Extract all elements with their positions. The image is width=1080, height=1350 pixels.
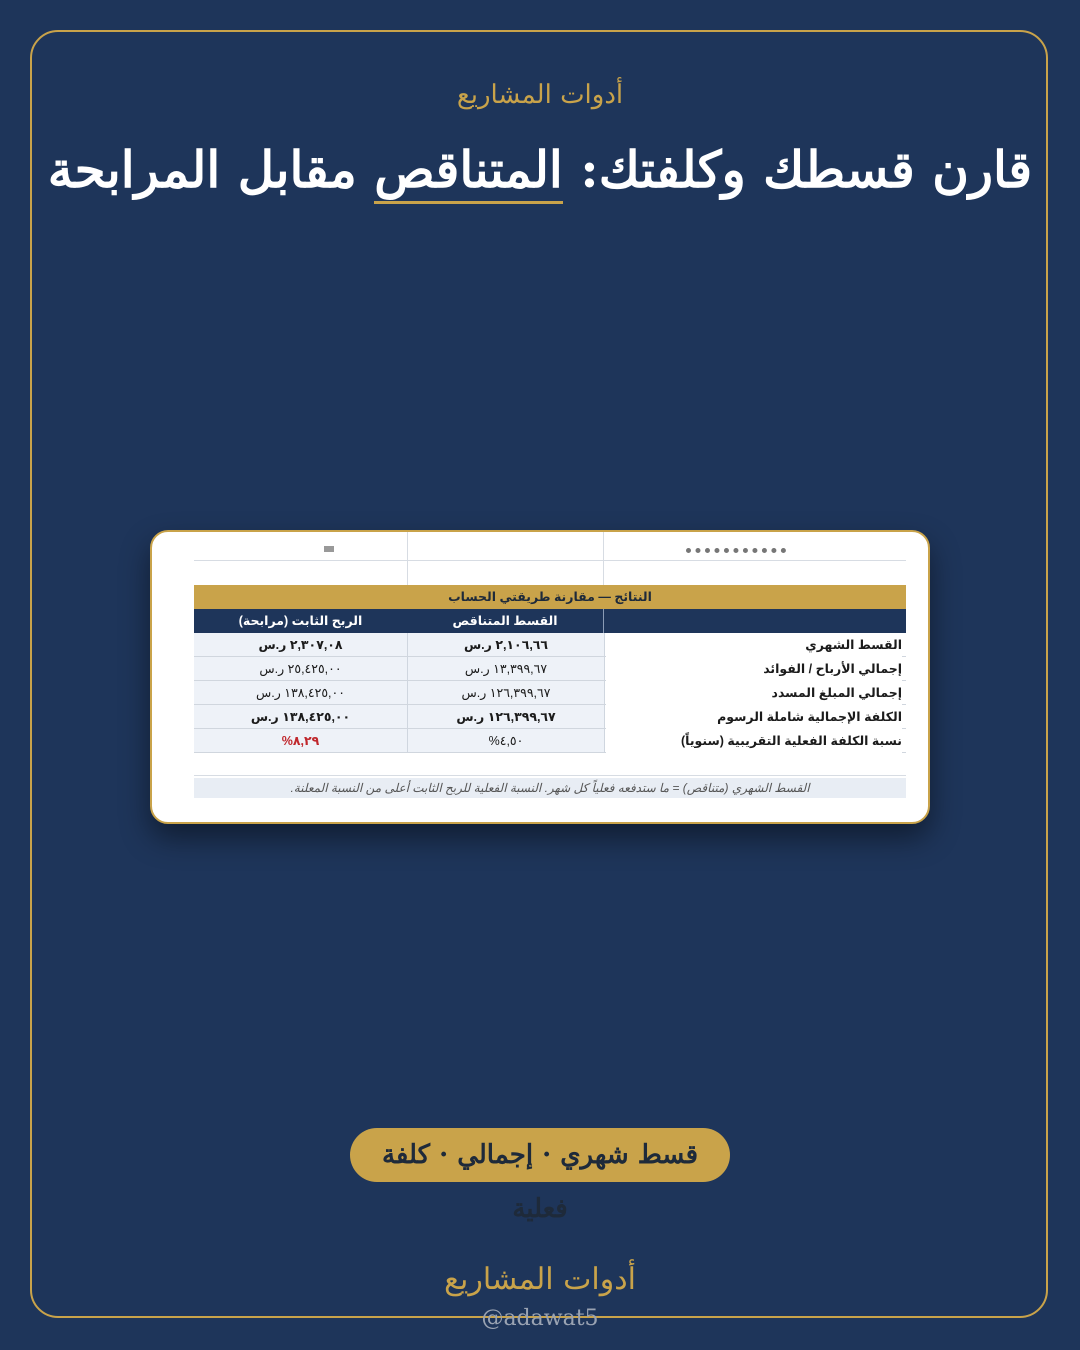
headline-part-1: قارن قسطك وكلفتك: xyxy=(562,140,1033,199)
column-header-row xyxy=(194,609,906,633)
fixed-value: ٢,٣٠٧,٠٨ ر.س xyxy=(194,633,407,656)
declining-value: ٢,١٠٦,٦٦ ر.س xyxy=(407,633,605,656)
row-label: إجمالي الأرباح / الفوائد xyxy=(606,657,902,681)
declining-value: ١٢٦,٣٩٩,٦٧ ر.س xyxy=(407,681,605,704)
declining-value: ٤,٥٠% xyxy=(407,729,605,752)
headline-highlight: المتناقص xyxy=(374,140,563,204)
table-row xyxy=(194,729,906,753)
results-table xyxy=(194,633,906,753)
summary-pill: قسط شهري · إجمالي · كلفة فعلية xyxy=(350,1128,730,1182)
empty-grid-row xyxy=(194,753,906,776)
table-row xyxy=(194,657,906,681)
page-headline xyxy=(0,130,1080,210)
fixed-value: ١٣٨,٤٢٥,٠٠ ر.س xyxy=(194,681,407,704)
clipped-top-row xyxy=(194,532,906,561)
grid-line xyxy=(603,532,604,585)
table-row xyxy=(194,633,906,657)
fixed-value: ١٣٨,٤٢٥,٠٠ ر.س xyxy=(194,705,407,728)
clipped-text-fragment xyxy=(324,546,334,552)
spreadsheet-screenshot-card xyxy=(150,530,930,824)
row-label: القسط الشهري xyxy=(606,633,902,657)
row-label: الكلفة الإجمالية شاملة الرسوم xyxy=(606,705,902,729)
fixed-value: ٢٥,٤٢٥,٠٠ ر.س xyxy=(194,657,407,680)
headline-part-2: مقابل المرابحة xyxy=(47,140,375,199)
brand-label-top: أدوات المشاريع xyxy=(456,80,624,110)
table-row xyxy=(194,705,906,729)
column-header-fixed: الربح الثابت (مرابحة) xyxy=(238,614,363,628)
column-header-declining: القسط المتناقص xyxy=(452,614,558,628)
empty-grid-row xyxy=(194,560,906,585)
row-label: إجمالي المبلغ المسدد xyxy=(606,681,902,705)
grid-line xyxy=(407,532,408,585)
declining-value: ١٣,٣٩٩,٦٧ ر.س xyxy=(407,657,605,680)
row-label: نسبة الكلفة الفعلية التقريبية (سنوياً) xyxy=(606,729,902,753)
section-title-bar: النتائج — مقارنة طريقتي الحساب xyxy=(194,585,906,609)
footnote: القسط الشهري (متناقص) = ما ستدفعه فعلياً كل شهر. النسبة الفعلية للربح الثابت أعلى من النسبة المعلنة. xyxy=(194,778,906,798)
fixed-value: ٨,٢٩% xyxy=(194,729,407,752)
clipped-text-fragment xyxy=(686,540,786,553)
social-handle: @adawat5 xyxy=(481,1306,599,1331)
table-row xyxy=(194,681,906,705)
brand-label-bottom: أدوات المشاريع xyxy=(444,1262,636,1297)
header-divider xyxy=(603,609,604,633)
spreadsheet xyxy=(194,532,906,824)
declining-value: ١٢٦,٣٩٩,٦٧ ر.س xyxy=(407,705,605,728)
